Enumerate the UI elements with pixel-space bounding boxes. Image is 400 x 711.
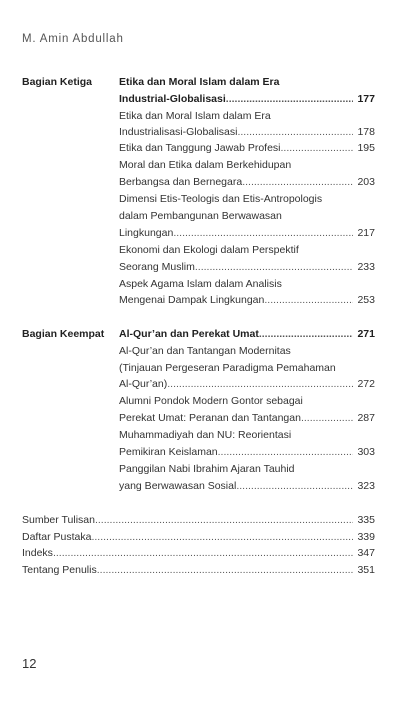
part-label-ketiga: Bagian Ketiga bbox=[22, 76, 93, 88]
back-matter-page: 351 bbox=[357, 564, 375, 576]
toc-entry-page: 203 bbox=[357, 176, 375, 188]
page-number: 12 bbox=[22, 656, 37, 671]
toc-entry bbox=[119, 480, 375, 493]
toc-entry-line: Dimensi Etis-Teologis dan Etis-Antropologis bbox=[119, 193, 323, 205]
toc-entry-title: Perekat Umat: Peranan dan Tantangan bbox=[119, 412, 301, 424]
toc-entry bbox=[119, 261, 375, 274]
toc-entry-title: Seorang Muslim bbox=[119, 261, 195, 273]
part-title-ketiga bbox=[119, 93, 375, 106]
toc-entry-page: 233 bbox=[357, 261, 375, 273]
back-matter-title: Daftar Pustaka bbox=[22, 531, 92, 543]
toc-entry-title: Industrialisasi-Globalisasi bbox=[119, 126, 238, 138]
toc-entry-page: 195 bbox=[357, 142, 375, 154]
toc-entry-line: Ekonomi dan Ekologi dalam Perspektif bbox=[119, 244, 299, 256]
back-matter-page: 339 bbox=[357, 531, 375, 543]
back-matter-page: 347 bbox=[357, 547, 375, 559]
toc-entry bbox=[119, 294, 375, 307]
toc-entry-page: 272 bbox=[357, 378, 375, 390]
back-matter-title: Sumber Tulisan bbox=[22, 514, 95, 526]
toc-entry bbox=[119, 142, 375, 155]
toc-entry bbox=[119, 446, 375, 459]
toc-entry-title: Etika dan Tanggung Jawab Profesi bbox=[119, 142, 281, 154]
part-label-keempat: Bagian Keempat bbox=[22, 328, 105, 340]
toc-entry-title: Al-Qur’an) bbox=[119, 378, 168, 390]
toc-entry-page: 303 bbox=[357, 446, 375, 458]
toc-entry-line: Moral dan Etika dalam Berkehidupan bbox=[119, 159, 292, 171]
toc-entry-page: 217 bbox=[357, 227, 375, 239]
part-title-ketiga-line2: Industrial-Globalisasi bbox=[119, 93, 226, 105]
part-title-keempat bbox=[119, 328, 375, 341]
back-matter-entry bbox=[22, 531, 375, 544]
toc-entry bbox=[119, 227, 375, 240]
back-matter-entry bbox=[22, 514, 375, 527]
toc-entry bbox=[119, 126, 375, 139]
toc-entry-page: 178 bbox=[357, 126, 375, 138]
toc-entry-line: Alumni Pondok Modern Gontor sebagai bbox=[119, 395, 303, 407]
toc-entry-title: yang Berwawasan Sosial bbox=[119, 480, 237, 492]
toc-entry-line: Al-Qur’an dan Tantangan Modernitas bbox=[119, 345, 291, 357]
part-title-keempat-text: Al-Qur’an dan Perekat Umat bbox=[119, 328, 259, 340]
back-matter-entry bbox=[22, 564, 375, 577]
toc-entry-page: 287 bbox=[357, 412, 375, 424]
toc-entry-title: Mengenai Dampak Lingkungan bbox=[119, 294, 265, 306]
toc-entry-line: Muhammadiyah dan NU: Reorientasi bbox=[119, 429, 292, 441]
part-title-ketiga-line1: Etika dan Moral Islam dalam Era bbox=[119, 76, 280, 88]
back-matter-title: Indeks bbox=[22, 547, 53, 559]
toc-entry-title: Lingkungan bbox=[119, 227, 174, 239]
toc-entry-page: 323 bbox=[357, 480, 375, 492]
toc-entry-title: Berbangsa dan Bernegara bbox=[119, 176, 243, 188]
toc-entry-title: Pemikiran Keislaman bbox=[119, 446, 218, 458]
back-matter-page: 335 bbox=[357, 514, 375, 526]
toc-entry-line: dalam Pembangunan Berwawasan bbox=[119, 210, 282, 222]
part-title-keempat-page: 271 bbox=[357, 328, 375, 340]
toc-entry bbox=[119, 412, 375, 425]
back-matter-title: Tentang Penulis bbox=[22, 564, 97, 576]
toc-entry-line: Aspek Agama Islam dalam Analisis bbox=[119, 278, 282, 290]
toc-entry bbox=[119, 176, 375, 189]
toc-entry-page: 253 bbox=[357, 294, 375, 306]
toc-entry-line: (Tinjauan Pergeseran Paradigma Pemahaman bbox=[119, 362, 336, 374]
toc-entry-line: Panggilan Nabi Ibrahim Ajaran Tauhid bbox=[119, 463, 295, 475]
running-header-author: M. Amin Abdullah bbox=[22, 33, 124, 45]
toc-entry bbox=[119, 378, 375, 391]
back-matter-entry bbox=[22, 547, 375, 560]
toc-entry-line: Etika dan Moral Islam dalam Era bbox=[119, 110, 271, 122]
part-title-ketiga-page: 177 bbox=[357, 93, 375, 105]
